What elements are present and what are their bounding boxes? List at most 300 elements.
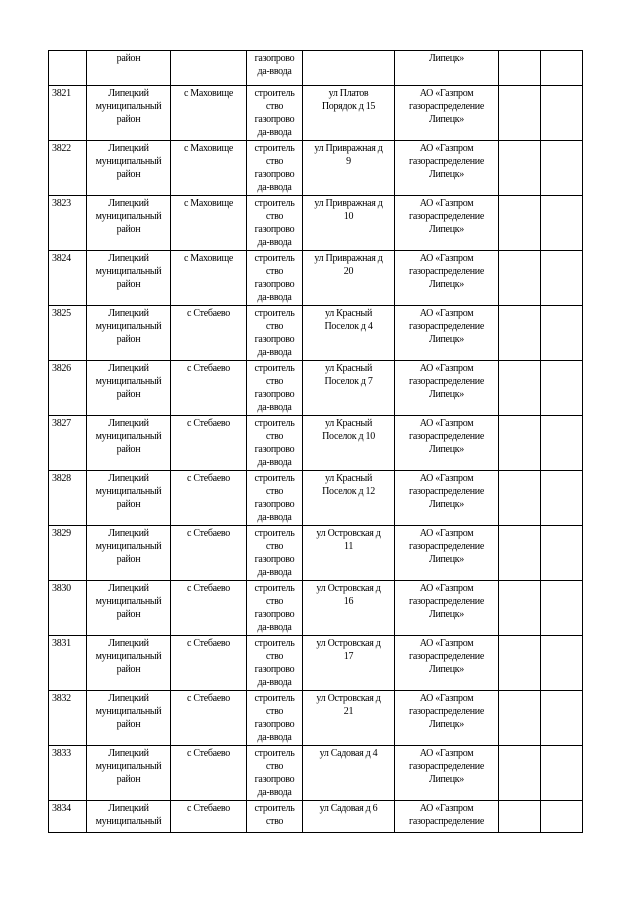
work-type-cell-line: да-ввода [257,567,292,578]
organization-cell [395,51,499,86]
address-cell [303,471,395,526]
work-type-cell [247,801,303,833]
organization-cell-line: АО «Газпром [419,253,474,264]
organization-cell-line: газораспределение [409,211,484,222]
district-cell [87,471,171,526]
extra-cell-1 [499,526,541,581]
district-cell-line: Липецкий [108,308,149,319]
organization-cell [395,526,499,581]
address-cell [303,526,395,581]
district-cell [87,636,171,691]
work-type-cell-line: строитель [254,638,295,649]
organization-cell-line: Липецк» [428,444,465,455]
locality-cell [171,691,247,746]
extra-cell-1 [499,141,541,196]
work-type-cell-line: газопрово [254,169,295,180]
work-type-cell-line: ство [265,706,284,717]
work-type-cell-line: да-ввода [257,732,292,743]
district-cell-line: район [116,499,141,510]
extra-cell-1 [499,416,541,471]
work-type-cell-line: газопрово [254,444,295,455]
district-cell [87,86,171,141]
address-cell-line: ул Красный [324,473,373,484]
work-type-cell [247,141,303,196]
locality-cell [171,251,247,306]
address-cell-line: Поселок д 10 [322,431,375,442]
work-type-cell [247,251,303,306]
district-cell [87,306,171,361]
address-cell-line: ул Платов [328,88,369,99]
organization-cell-line: АО «Газпром [419,473,474,484]
district-cell-line: район [116,334,141,345]
work-type-cell-line: газопрово [254,224,295,235]
district-cell-line: Липецкий [108,638,149,649]
table-row [49,801,583,833]
work-type-cell-line: строитель [254,88,295,99]
address-cell-line: Поселок д 7 [324,376,373,387]
locality-cell-line: с Стебаево [187,803,230,814]
district-cell [87,526,171,581]
locality-cell-line: с Маховище [183,88,234,99]
district-cell-line: муниципальный [95,431,162,442]
extra-cell-2 [541,251,583,306]
locality-cell [171,361,247,416]
locality-cell [171,306,247,361]
work-type-cell [247,196,303,251]
organization-cell-line: Липецк» [428,499,465,510]
table-row [49,471,583,526]
organization-cell-line: газораспределение [409,651,484,662]
district-cell [87,416,171,471]
row-number: 3826 [49,361,87,416]
address-cell-line: ул Островская д [316,693,381,704]
table-row [49,86,583,141]
work-type-cell-line: ство [265,376,284,387]
locality-cell [171,801,247,833]
address-cell [303,801,395,833]
work-type-cell-line: газопрово [254,389,295,400]
organization-cell-line: Липецк» [428,719,465,730]
district-cell [87,746,171,801]
registry-table-body [49,51,583,833]
locality-cell [171,86,247,141]
address-cell-line: ул Привражная д [314,198,383,209]
organization-cell-line: АО «Газпром [419,418,474,429]
address-cell-line: ул Садовая д 4 [319,748,378,759]
row-number: 3831 [49,636,87,691]
organization-cell [395,251,499,306]
district-cell-line: Липецкий [108,88,149,99]
organization-cell-line: АО «Газпром [419,693,474,704]
extra-cell-1 [499,86,541,141]
locality-cell [171,581,247,636]
district-cell-line: Липецкий [108,143,149,154]
work-type-cell [247,86,303,141]
work-type-cell-line: ство [265,321,284,332]
locality-cell-line: с Стебаево [187,638,230,649]
work-type-cell-line: ство [265,541,284,552]
row-number: 3828 [49,471,87,526]
district-cell [87,361,171,416]
organization-cell-line: газораспределение [409,376,484,387]
extra-cell-2 [541,141,583,196]
organization-cell-line: Липецк» [428,279,465,290]
work-type-cell [247,581,303,636]
district-cell-line: район [116,444,141,455]
row-number: 3833 [49,746,87,801]
row-number: 3822 [49,141,87,196]
work-type-cell-line: строитель [254,143,295,154]
district-cell-line: район [116,609,141,620]
district-cell-line: район [116,774,141,785]
district-cell-line: район [116,389,141,400]
organization-cell-line: Липецк» [428,554,465,565]
work-type-cell-line: газопрово [254,53,295,64]
district-cell-line: муниципальный [95,541,162,552]
extra-cell-1 [499,196,541,251]
table-row [49,251,583,306]
work-type-cell [247,746,303,801]
work-type-cell [247,636,303,691]
table-row [49,306,583,361]
work-type-cell-line: да-ввода [257,677,292,688]
table-row [49,581,583,636]
address-cell-line: ул Красный [324,363,373,374]
row-number: 3825 [49,306,87,361]
district-cell-line: Липецкий [108,363,149,374]
organization-cell [395,801,499,833]
address-cell-line: 20 [343,266,354,277]
district-cell-line: Липецкий [108,693,149,704]
extra-cell-2 [541,361,583,416]
table-row [49,746,583,801]
work-type-cell-line: строитель [254,583,295,594]
district-cell-line: район [116,279,141,290]
organization-cell-line: АО «Газпром [419,198,474,209]
work-type-cell-line: да-ввода [257,347,292,358]
organization-cell-line: газораспределение [409,156,484,167]
district-cell [87,581,171,636]
work-type-cell-line: газопрово [254,114,295,125]
table-row [49,361,583,416]
row-number: 3823 [49,196,87,251]
organization-cell-line: газораспределение [409,486,484,497]
address-cell-line: 16 [343,596,354,607]
organization-cell-line: АО «Газпром [419,88,474,99]
organization-cell-line: Липецк» [428,609,465,620]
row-number: 3821 [49,86,87,141]
address-cell [303,251,395,306]
work-type-cell-line: ство [265,596,284,607]
organization-cell-line: газораспределение [409,706,484,717]
work-type-cell-line: да-ввода [257,237,292,248]
address-cell [303,306,395,361]
district-cell-line: Липецкий [108,803,149,814]
extra-cell-2 [541,526,583,581]
organization-cell [395,691,499,746]
district-cell-line: район [116,554,141,565]
work-type-cell-line: ство [265,761,284,772]
organization-cell-line: Липецк» [428,664,465,675]
table-row [49,636,583,691]
district-cell [87,801,171,833]
work-type-cell [247,306,303,361]
extra-cell-2 [541,801,583,833]
extra-cell-1 [499,471,541,526]
work-type-cell-line: строитель [254,363,295,374]
organization-cell-line: газораспределение [409,816,484,827]
extra-cell-1 [499,636,541,691]
work-type-cell-line: газопрово [254,774,295,785]
table-row [49,141,583,196]
organization-cell [395,196,499,251]
locality-cell-line: с Стебаево [187,363,230,374]
work-type-cell-line: газопрово [254,664,295,675]
locality-cell [171,471,247,526]
work-type-cell-line: строитель [254,693,295,704]
address-cell [303,636,395,691]
address-cell-line: 17 [343,651,354,662]
organization-cell [395,636,499,691]
extra-cell-2 [541,691,583,746]
district-cell-line: Липецкий [108,198,149,209]
extra-cell-1 [499,251,541,306]
address-cell [303,51,395,86]
table-row [49,51,583,86]
extra-cell-1 [499,581,541,636]
address-cell-line: 21 [343,706,354,717]
organization-cell-line: Липецк» [428,224,465,235]
district-cell-line: район [116,53,141,64]
extra-cell-2 [541,636,583,691]
district-cell-line: муниципальный [95,486,162,497]
organization-cell [395,306,499,361]
address-cell-line: ул Привражная д [314,143,383,154]
table-row [49,691,583,746]
organization-cell-line: газораспределение [409,101,484,112]
table-row [49,416,583,471]
row-number: 3830 [49,581,87,636]
work-type-cell-line: газопрово [254,719,295,730]
address-cell [303,141,395,196]
organization-cell-line: газораспределение [409,541,484,552]
organization-cell [395,581,499,636]
address-cell-line: 10 [343,211,354,222]
locality-cell [171,526,247,581]
address-cell [303,196,395,251]
district-cell [87,691,171,746]
address-cell [303,86,395,141]
organization-cell [395,86,499,141]
row-number: 3829 [49,526,87,581]
district-cell-line: муниципальный [95,596,162,607]
address-cell [303,581,395,636]
district-cell-line: район [116,664,141,675]
work-type-cell-line: ство [265,101,284,112]
extra-cell-2 [541,746,583,801]
work-type-cell-line: да-ввода [257,66,292,77]
work-type-cell-line: строитель [254,308,295,319]
work-type-cell-line: газопрово [254,279,295,290]
organization-cell-line: АО «Газпром [419,748,474,759]
district-cell-line: муниципальный [95,266,162,277]
extra-cell-2 [541,416,583,471]
extra-cell-2 [541,306,583,361]
address-cell-line: 11 [343,541,354,552]
district-cell-line: муниципальный [95,156,162,167]
district-cell-line: район [116,114,141,125]
work-type-cell-line: да-ввода [257,402,292,413]
organization-cell-line: газораспределение [409,761,484,772]
locality-cell [171,51,247,86]
work-type-cell-line: ство [265,211,284,222]
organization-cell-line: АО «Газпром [419,143,474,154]
district-cell [87,51,171,86]
locality-cell [171,746,247,801]
work-type-cell-line: строитель [254,473,295,484]
extra-cell-2 [541,581,583,636]
district-cell-line: муниципальный [95,761,162,772]
organization-cell-line: газораспределение [409,266,484,277]
work-type-cell-line: строитель [254,418,295,429]
row-number: 3827 [49,416,87,471]
district-cell-line: муниципальный [95,651,162,662]
locality-cell-line: с Маховище [183,253,234,264]
organization-cell-line: АО «Газпром [419,308,474,319]
district-cell-line: муниципальный [95,376,162,387]
address-cell [303,361,395,416]
organization-cell-line: АО «Газпром [419,528,474,539]
extra-cell-1 [499,746,541,801]
district-cell-line: муниципальный [95,321,162,332]
work-type-cell-line: ство [265,486,284,497]
extra-cell-1 [499,361,541,416]
address-cell [303,746,395,801]
address-cell-line: ул Островская д [316,528,381,539]
organization-cell-line: газораспределение [409,321,484,332]
organization-cell-line: АО «Газпром [419,638,474,649]
work-type-cell-line: да-ввода [257,127,292,138]
district-cell [87,141,171,196]
work-type-cell-line: да-ввода [257,182,292,193]
district-cell [87,196,171,251]
work-type-cell-line: строитель [254,198,295,209]
address-cell-line: Поселок д 12 [322,486,375,497]
table-row [49,196,583,251]
extra-cell-2 [541,471,583,526]
work-type-cell [247,691,303,746]
work-type-cell-line: газопрово [254,609,295,620]
organization-cell [395,471,499,526]
work-type-cell-line: ство [265,431,284,442]
work-type-cell-line: строитель [254,748,295,759]
work-type-cell [247,526,303,581]
extra-cell-2 [541,51,583,86]
extra-cell-2 [541,196,583,251]
work-type-cell-line: строитель [254,528,295,539]
organization-cell [395,416,499,471]
address-cell-line: ул Красный [324,308,373,319]
locality-cell [171,141,247,196]
row-number: 3832 [49,691,87,746]
district-cell-line: Липецкий [108,253,149,264]
organization-cell-line: АО «Газпром [419,803,474,814]
locality-cell-line: с Стебаево [187,693,230,704]
organization-cell-line: АО «Газпром [419,363,474,374]
district-cell-line: Липецкий [108,418,149,429]
district-cell-line: Липецкий [108,473,149,484]
work-type-cell-line: да-ввода [257,622,292,633]
extra-cell-1 [499,691,541,746]
work-type-cell-line: да-ввода [257,292,292,303]
work-type-cell [247,416,303,471]
organization-cell-line: АО «Газпром [419,583,474,594]
organization-cell-line: Липецк» [428,114,465,125]
work-type-cell-line: да-ввода [257,457,292,468]
address-cell-line: ул Островская д [316,638,381,649]
locality-cell [171,196,247,251]
address-cell-line: Поселок д 4 [324,321,373,332]
organization-cell-line: Липецк» [428,389,465,400]
locality-cell-line: с Стебаево [187,528,230,539]
organization-cell [395,361,499,416]
extra-cell-1 [499,801,541,833]
work-type-cell [247,361,303,416]
work-type-cell-line: ство [265,266,284,277]
locality-cell-line: с Маховище [183,198,234,209]
organization-cell-line: газораспределение [409,431,484,442]
locality-cell [171,416,247,471]
organization-cell [395,141,499,196]
address-cell [303,416,395,471]
row-number: 3824 [49,251,87,306]
locality-cell-line: с Маховище [183,143,234,154]
locality-cell-line: с Стебаево [187,473,230,484]
district-cell-line: Липецкий [108,528,149,539]
district-cell-line: Липецкий [108,583,149,594]
work-type-cell-line: газопрово [254,554,295,565]
work-type-cell-line: строитель [254,803,295,814]
row-number: 3834 [49,801,87,833]
extra-cell-2 [541,86,583,141]
work-type-cell-line: да-ввода [257,512,292,523]
work-type-cell-line: ство [265,156,284,167]
district-cell-line: муниципальный [95,101,162,112]
extra-cell-1 [499,306,541,361]
table-row [49,526,583,581]
district-cell [87,251,171,306]
extra-cell-1 [499,51,541,86]
district-cell-line: муниципальный [95,211,162,222]
row-number [49,51,87,86]
address-cell-line: ул Садовая д 6 [319,803,378,814]
organization-cell-line: Липецк» [428,53,465,64]
address-cell-line: 9 [346,156,351,167]
work-type-cell-line: ство [265,651,284,662]
district-cell-line: муниципальный [95,816,162,827]
locality-cell-line: с Стебаево [187,308,230,319]
registry-table [48,50,583,833]
locality-cell-line: с Стебаево [187,418,230,429]
organization-cell-line: газораспределение [409,596,484,607]
address-cell-line: ул Островская д [316,583,381,594]
district-cell-line: муниципальный [95,706,162,717]
address-cell-line: ул Привражная д [314,253,383,264]
district-cell-line: район [116,719,141,730]
locality-cell [171,636,247,691]
work-type-cell [247,51,303,86]
organization-cell-line: Липецк» [428,774,465,785]
